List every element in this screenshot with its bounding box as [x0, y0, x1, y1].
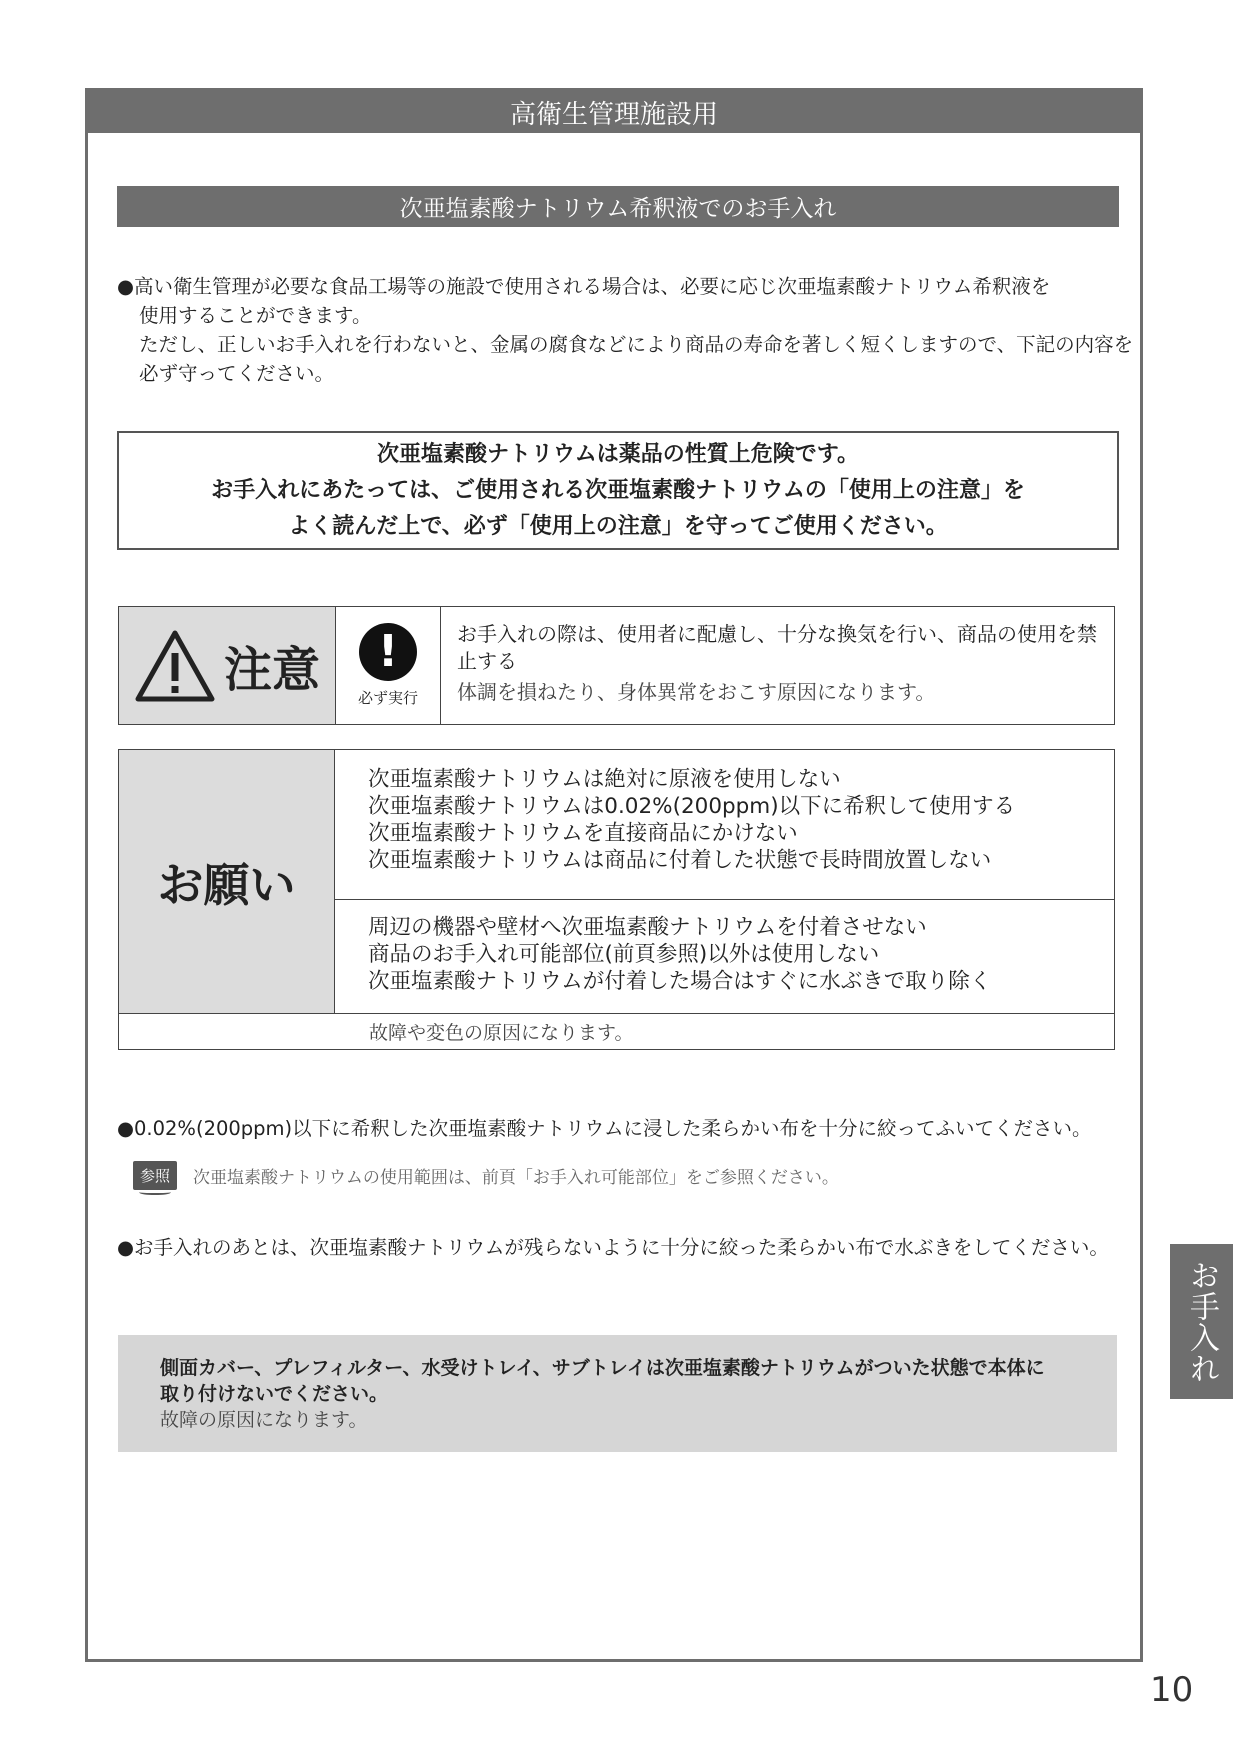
- intro-line: ●高い衛生管理が必要な食品工場等の施設で使用される場合は、必要に応じ次亜塩素酸ナトリウム希釈液を: [117, 275, 1051, 298]
- reference-text: 次亜塩素酸ナトリウムの使用範囲は、前頁「お手入れ可能部位」をご参照ください。: [193, 1168, 839, 1188]
- caution-label-cell: [119, 607, 336, 724]
- mandatory-label: 必ず実行: [357, 689, 418, 707]
- intro-line: 使用することができます。: [139, 304, 372, 327]
- request-item: 周辺の機器や壁材へ次亜塩素酸ナトリウムを付着させない: [368, 915, 927, 940]
- caution-subtext: 体調を損ねたり、身体異常をおこす原因になります。: [457, 680, 936, 704]
- reference-book-icon: 参照: [133, 1161, 177, 1190]
- wipe-instruction: ●0.02%(200ppm)以下に希釈した次亜塩素酸ナトリウムに浸した柔らかい布を十分に絞ってふいてください。: [117, 1117, 1092, 1140]
- request-item: 次亜塩素酸ナトリウムを直接商品にかけない: [368, 821, 798, 846]
- request-footer: 故障や変色の原因になります。: [119, 1013, 1114, 1049]
- section-title: 次亜塩素酸ナトリウム希釈液でのお手入れ: [117, 186, 1119, 227]
- danger-warning-box: [117, 431, 1119, 550]
- request-label: お願い: [119, 750, 335, 1013]
- note-box: [118, 1335, 1117, 1452]
- request-item: 次亜塩素酸ナトリウムは0.02%(200ppm)以下に希釈して使用する: [368, 794, 1016, 819]
- caution-label: 注意: [223, 642, 320, 698]
- request-item: 次亜塩素酸ナトリウムは絶対に原液を使用しない: [368, 767, 841, 792]
- request-item: 次亜塩素酸ナトリウムは商品に付着した状態で長時間放置しない: [368, 848, 992, 873]
- note-plain-line: 故障の原因になります。: [160, 1409, 368, 1431]
- note-bold-line: 側面カバー、プレフィルター、水受けトレイ、サブトレイは次亜塩素酸ナトリウムがついた状態で本体に: [160, 1357, 1045, 1379]
- intro-line: ただし、正しいお手入れを行わないと、金属の腐食などにより商品の寿命を著しく短くしますので、下記の内容を: [139, 333, 1134, 356]
- intro-paragraph: [117, 272, 1137, 388]
- warning-line: よく読んだ上で、必ず「使用上の注意」を守ってご使用ください。: [288, 513, 948, 539]
- request-table: [118, 749, 1115, 1050]
- note-bold-line: 取り付けないでください。: [160, 1383, 389, 1405]
- side-chapter-tab: お手入れ: [1170, 1244, 1233, 1399]
- reference-note: [133, 1161, 839, 1190]
- request-group-2: [335, 900, 1114, 1027]
- mandatory-icon-cell: [336, 607, 441, 724]
- caution-text-cell: [441, 607, 1114, 724]
- warning-line: 次亜塩素酸ナトリウムは薬品の性質上危険です。: [376, 441, 860, 467]
- intro-line: 必ず守ってください。: [139, 362, 335, 385]
- rinse-instruction: ●お手入れのあとは、次亜塩素酸ナトリウムが残らないように十分に絞った柔らかい布で水ぶきをしてください。: [117, 1236, 1109, 1259]
- request-item: 商品のお手入れ可能部位(前頁参照)以外は使用しない: [368, 942, 880, 967]
- caution-table: [118, 606, 1115, 725]
- warning-triangle-icon: [134, 629, 216, 703]
- page-number: 10: [1150, 1670, 1194, 1710]
- exclamation-circle-icon: !: [359, 623, 417, 681]
- caution-text: お手入れの際は、使用者に配慮し、十分な換気を行い、商品の使用を禁止する: [457, 622, 1097, 673]
- request-group-1: [335, 750, 1114, 900]
- request-item: 次亜塩素酸ナトリウムが付着した場合はすぐに水ぶきで取り除く: [368, 969, 992, 994]
- page-header: 高衛生管理施設用: [88, 91, 1140, 133]
- warning-line: お手入れにあたっては、ご使用される次亜塩素酸ナトリウムの「使用上の注意」を: [211, 477, 1025, 503]
